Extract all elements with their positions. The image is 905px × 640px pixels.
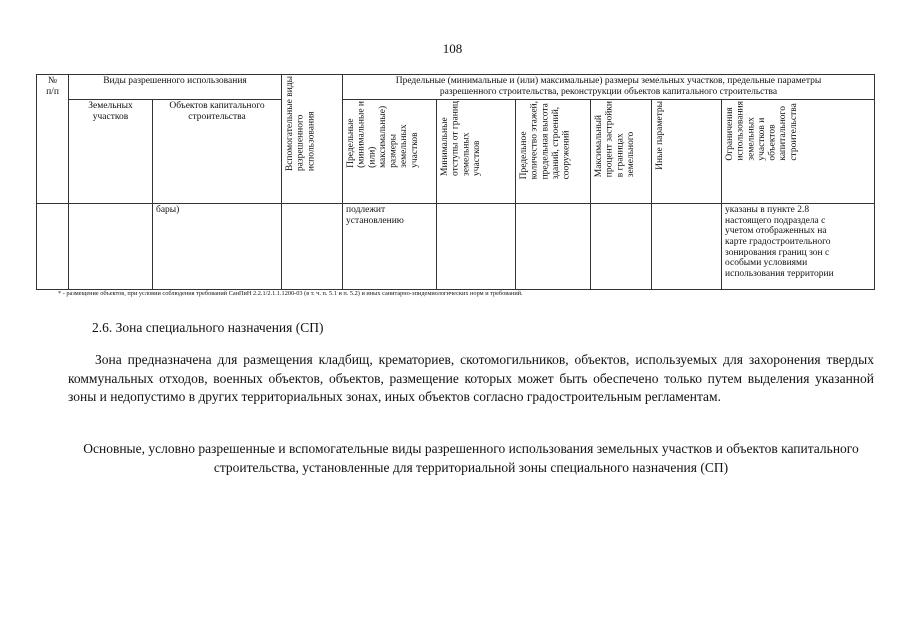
cell-setbacks [437,204,516,290]
cell-capital: бары) [153,204,282,290]
header-permitted-use-types: Виды разрешенного использования [69,75,282,100]
cell-coverage [591,204,652,290]
table-caption: Основные, условно разрешенные и вспомогательные виды разрешенного использования земельных участков и объектов капитального строительства, установленные для территориальной зоны специального назначения (СП) [83,441,859,475]
header-land-plots: Земельных участков [69,100,153,204]
cell-plot-sizes: подлежит установлению [343,204,437,290]
header-other-parameters: Иные параметры [652,100,722,204]
cell-auxiliary [282,204,343,290]
section-title: 2.6. Зона специального назначения (СП) [92,320,324,335]
land-use-table [36,74,875,290]
table-footnote: * - размещение объектов, при условии соблюдения требований СанПиН 2.2.1/2.1.1.1200-03 (в т. ч. п. 5.1 и п. 5.2) и иных санитарно-эпидемиологических норм и требований. [58,290,523,297]
header-floors-height: Предельное количество этажей, предельная высота зданий, строений, сооружений [516,100,591,204]
header-row-number: № п/п [37,75,69,204]
body-paragraph: Зона предназначена для размещения кладбищ, крематориев, скотомогильников, объектов, используемых для захоронения твердых коммунальных отходов, военных объектов, объектов, размещение которых может быть обеспечено только путем выделения указанной зоны и недопустимо в других территориальных зонах, иных объектов согласно градостроительным регламентам. [68,352,874,404]
cell-restrictions: указаны в пункте 2.8 настоящего подраздела с учетом отображенных на карте градостроительного зонирования границ зон с особыми условиями использования территории [722,204,875,290]
header-capital-objects: Объектов капитального строительства [153,100,282,204]
cell-land [69,204,153,290]
cell-other [652,204,722,290]
header-coverage-percent: Максимальный процент застройки в границах земельного [591,100,652,204]
header-auxiliary-use: Вспомогательные виды разрешенного использования [282,75,343,204]
header-plot-sizes: Предельные (минимальные и (или) максимальные) размеры земельных участков [343,100,437,204]
table-row [37,204,875,290]
header-restrictions: Ограничения использования земельных участков и объектов капитального строительства [722,100,875,204]
header-limit-parameters: Предельные (минимальные и (или) максимальные) размеры земельных участков, предельные параметры разрешенного строительства, реконструкции объектов капитального строительства [343,75,875,100]
page-number: 108 [442,41,463,56]
cell-floors [516,204,591,290]
cell-number [37,204,69,290]
header-setbacks: Минимальные отступы от границ земельных участков [437,100,516,204]
